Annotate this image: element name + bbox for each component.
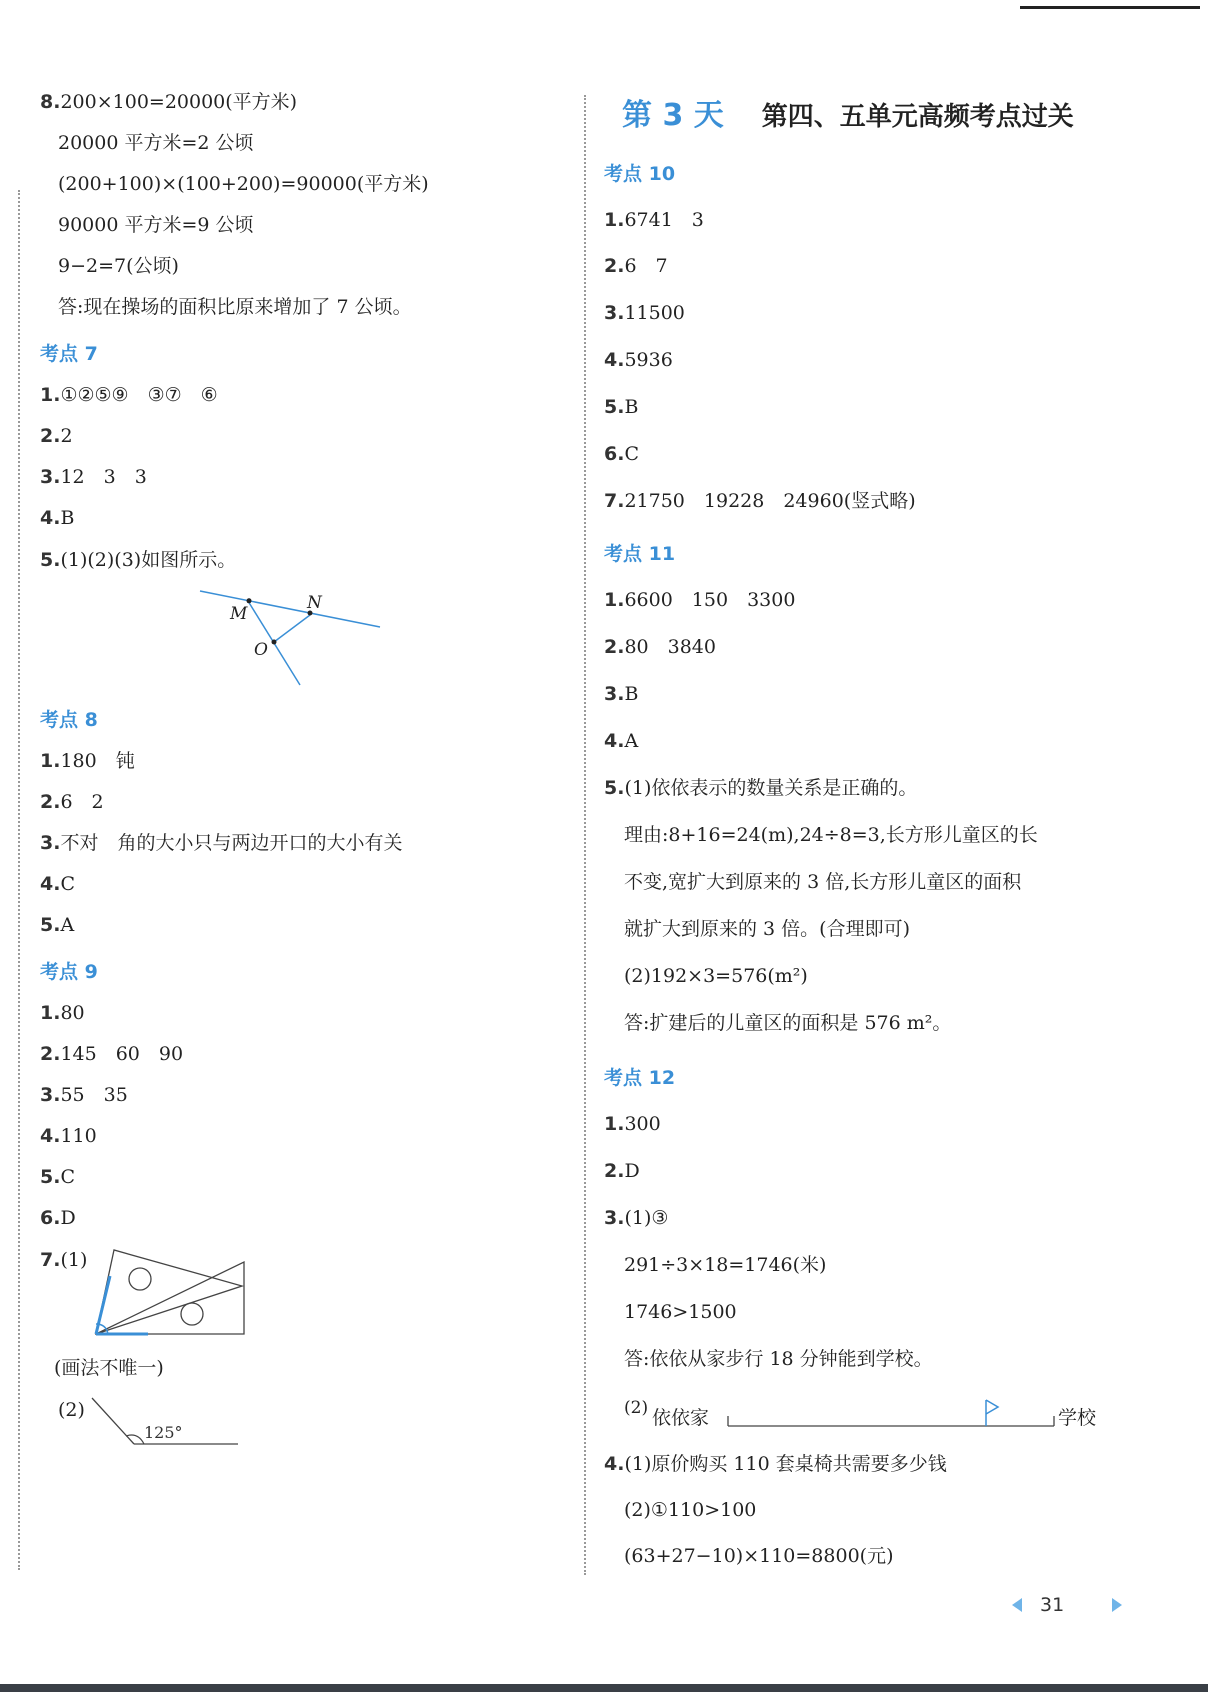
k7-item-1: 1.①②⑤⑨ ③⑦ ⑥: [40, 384, 218, 406]
k12-item-3: 3.(1)③: [604, 1207, 669, 1229]
k10-item-5: 5.B: [604, 396, 639, 418]
k10-item-1: 1.6741 3: [604, 209, 704, 231]
k9-item-7: 7.(1): [40, 1249, 88, 1271]
label-m: M: [230, 604, 248, 624]
k9-item-3: 3.55 35: [40, 1084, 128, 1106]
route-line: [726, 1394, 1056, 1430]
q8-line-2: 20000 平方米=2 公顷: [58, 132, 254, 154]
q8-line-5: 9−2=7(公顷): [58, 255, 179, 277]
k8-item-4: 4.C: [40, 873, 75, 895]
figure-mno-lines: [190, 585, 390, 695]
k11-reason-1: 理由:8+16=24(m),24÷8=3,长方形儿童区的长: [624, 824, 1038, 846]
section-head-k10: 考点 10: [604, 163, 676, 185]
k8-item-2: 2.6 2: [40, 791, 104, 813]
page-number: 31: [1040, 1594, 1065, 1616]
q8-line-1: 8.200×100=20000(平方米): [40, 91, 298, 113]
k10-item-6: 6.C: [604, 443, 639, 465]
k9-item-5: 5.C: [40, 1166, 75, 1188]
k7-item-5: 5.(1)(2)(3)如图所示。: [40, 549, 237, 571]
k11-item-1: 1.6600 150 3300: [604, 589, 796, 611]
k9-item-4: 4.110: [40, 1125, 97, 1147]
k12-item-4-calc: (63+27−10)×110=8800(元): [624, 1545, 894, 1567]
k12-answer: 答:依依从家步行 18 分钟能到学校。: [624, 1348, 933, 1370]
k11-item-4: 4.A: [604, 730, 639, 752]
k8-item-5: 5.A: [40, 914, 75, 936]
k11-item-2: 2.80 3840: [604, 636, 716, 658]
k12-item-4-part-2: (2)①110>100: [624, 1499, 757, 1521]
k11-answer: 答:扩建后的儿童区的面积是 576 m²。: [624, 1012, 952, 1034]
section-head-k11: 考点 11: [604, 543, 676, 565]
k11-reason-3: 就扩大到原来的 3 倍。(合理即可): [624, 918, 910, 940]
section-head-k12: 考点 12: [604, 1067, 676, 1089]
k9-note: (画法不唯一): [54, 1357, 164, 1379]
k10-item-3: 3.11500: [604, 302, 685, 324]
k9-item-1: 1.80: [40, 1002, 85, 1024]
k10-item-7: 7.21750 19228 24960(竖式略): [604, 490, 916, 512]
k12-calc-1: 291÷3×18=1746(米): [624, 1254, 827, 1276]
k7-item-4: 4.B: [40, 507, 75, 529]
k11-part-2: (2)192×3=576(m²): [624, 965, 808, 987]
k7-item-2: 2.2: [40, 425, 73, 447]
k9-part-2: (2): [58, 1399, 85, 1421]
k11-item-5: 5.(1)依依表示的数量关系是正确的。: [604, 777, 918, 799]
label-n: N: [307, 593, 322, 613]
k10-item-4: 4.5936: [604, 349, 673, 371]
k11-item-3: 3.B: [604, 683, 639, 705]
route-home-label: 依依家: [652, 1407, 710, 1429]
k12-calc-2: 1746>1500: [624, 1301, 737, 1323]
k10-item-2: 2.6 7: [604, 255, 668, 277]
q8-line-3: (200+100)×(100+200)=90000(平方米): [58, 173, 429, 195]
prev-page-arrow-icon[interactable]: [1012, 1598, 1022, 1612]
section-head-k8: 考点 8: [40, 709, 98, 731]
label-o: O: [254, 640, 268, 660]
left-margin-dots: [18, 190, 20, 1570]
k9-item-2: 2.145 60 90: [40, 1043, 184, 1065]
q8-line-4: 90000 平方米=9 公顷: [58, 214, 254, 236]
k8-item-1: 1.180 钝: [40, 750, 135, 772]
route-school-label: 学校: [1058, 1407, 1097, 1429]
k12-part-2-label: (2): [624, 1398, 649, 1418]
angle-label: 125°: [144, 1423, 183, 1442]
day-title: 第 3 天 第四、五单元高频考点过关: [622, 98, 1074, 133]
k12-item-2: 2.D: [604, 1160, 640, 1182]
k7-item-3: 3.12 3 3: [40, 466, 147, 488]
top-rule: [1020, 6, 1200, 9]
k9-item-6: 6.D: [40, 1207, 76, 1229]
figure-set-squares: [88, 1244, 248, 1344]
k8-item-3: 3.不对 角的大小只与两边开口的大小有关: [40, 832, 403, 854]
q8-answer: 答:现在操场的面积比原来增加了 7 公顷。: [58, 296, 412, 318]
section-head-k9: 考点 9: [40, 961, 98, 983]
figure-angle-125: [88, 1392, 248, 1462]
next-page-arrow-icon[interactable]: [1112, 1598, 1122, 1612]
column-divider: [584, 95, 586, 1575]
k11-reason-2: 不变,宽扩大到原来的 3 倍,长方形儿童区的面积: [624, 871, 1022, 893]
k12-item-1: 1.300: [604, 1113, 661, 1135]
section-head-k7: 考点 7: [40, 343, 98, 365]
bottom-rule: [0, 1684, 1208, 1692]
k12-item-4: 4.(1)原价购买 110 套桌椅共需要多少钱: [604, 1453, 947, 1475]
